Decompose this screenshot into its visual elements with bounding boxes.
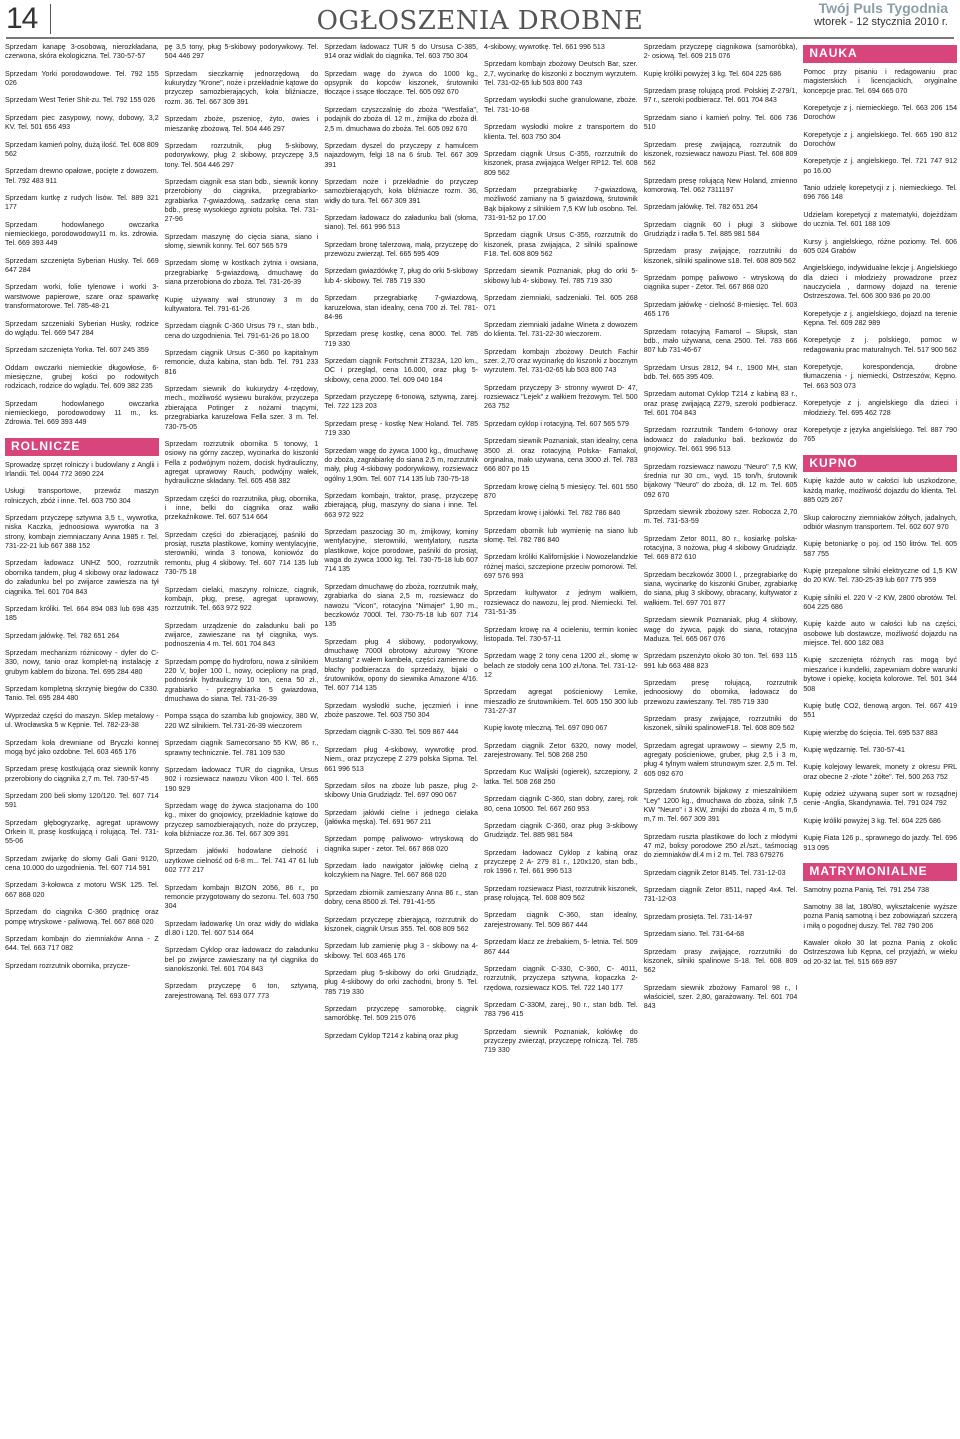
issue-date: wtorek - 12 stycznia 2010 r. [814, 16, 948, 28]
classified-ad: Sprzedam ciągnik esa stan bdb., siewnik konny przerobiony do ciągnika, przegrabiarko-zgrabiarka 7-gwiazdową, sadzarkę cena stan bdb., presę wysokiego zgniotu polska. Tel. 731-27-96 [164, 177, 319, 224]
column-6 [803, 43, 957, 1437]
classified-ad: Sprzedam części do rozrzutnika, pług, obornika, i inne, belki do ciągnika oraz wałki przekaźnikowe. Tel. 607 514 664 [164, 494, 319, 522]
section-header-kupno: KUPNO [803, 455, 957, 473]
classified-ad: Sprzedam worki, folie tylenowe i worki 3-warstwowe papierowe, szare oraz spawarkę transformatorowe. Tel. 785-48-21 [5, 283, 159, 311]
classified-ad: Sprzedam kamień polny, dużą ilość. Tel. 608 809 562 [5, 140, 159, 158]
classified-ad: pę 3,5 tony, pług 5-skibowy podorywkowy. Tel. 504 446 297 [164, 43, 319, 61]
classified-ad: Sprzedam pompę paliwowo- wtryskową do ciągnika super - zetor. Tel. 667 868 020 [324, 835, 479, 853]
classified-ad: Korepetycje z j. angielskiego dla dzieci i młodzieży. Tel. 695 462 728 [803, 399, 958, 417]
classified-ad: Sprowadzę sprzęt rolniczy i budowlany z Anglii i Irlandii. Tel. 0044 772 3690 224 [5, 460, 159, 478]
column-1 [5, 43, 159, 1437]
classified-ad: Sprzedam ładowarkę Un oraz widły do widlaka dl.80 i 120. Tel. 607 514 664 [164, 919, 319, 937]
classified-ad: Kupię każde auto w całości lub na części, osobowe lub dostawcze, możliwość dojazdu na miejsce. Tel. 600 182 083 [803, 620, 958, 648]
page-number: 14 [6, 2, 38, 35]
classified-ad: Sprzedam pszenżyto około 30 ton. Tel. 693 115 991 lub 663 488 823 [643, 652, 798, 670]
classified-ad: Sprzedam ciągnik C-330. Tel. 509 867 444 [324, 728, 459, 737]
classified-ad: Sprzedam wysłodki mokre z transportem do klienta. Tel. 603 750 304 [484, 123, 638, 141]
column-5 [644, 43, 798, 1437]
classified-ad: Sprzedam ziemniaki, sadzeniaki. Tel. 605 268 071 [484, 294, 638, 312]
classified-ad: Sprzedam prasy zwijające, rozrzutniki do kiszonek, silniki spalinowe S-18. Tel. 608 809 562 [643, 947, 798, 975]
classified-ad: Pompa ssąca do szamba lub gnojowicy, 380 W, 220 WZ silnikiem. Tel.731-26-39 wieczorem [164, 712, 319, 730]
classified-ad: Sprzedam wagę do żywca do 1000 kg., opsypnik do kopców kiszonek, śrutowniki tłoczące i ssące tłoczące. Tel. 605 092 670 [324, 69, 479, 97]
classified-ad: Sprzedam przegrabiarkę 7-gwiazdową, karuzelowa, stan idealny, cena 700 zł. Tel. 781-84-96 [324, 294, 479, 321]
classified-ad: Sprzedam ciągnik Ursus C-360 po kapitalnym remoncie, duża kabina, stan bdb. Tel. 791 233 816 [164, 348, 319, 376]
classified-ad: Sprzedam piec zasypowy, nowy, dobowy, 3,2 KV. Tel. 501 656 493 [5, 113, 159, 132]
classified-ad: Sprzedam wagę do żywca stacjonarna do 100 kg., mixer do gnojowicy, przekładnie kątowe do przyczep samozbierających, noże do przyczep, koła bliźniacze roz.36. Tel. 667 309 391 [164, 802, 319, 839]
classified-ad: Udzielam korepetycji z matematyki, dojeżdżam do ucznia. Tel. 601 188 109 [803, 210, 958, 229]
classified-ad: Sprzedam klacz ze źrebakiem, 5- letnia. Tel. 509 867 444 [484, 938, 638, 956]
classified-ad: Kupię Fiata 126 p., sprawnego do jazdy. Tel. 696 913 095 [803, 834, 958, 852]
classified-ad: Sprzedam wysłodki suche granulowane, zboże. Tel. 731-10-68 [484, 96, 638, 114]
classified-ad: Sprzedam dmuchawę do zboża, rozrzutnik mały, zgrabiarka do siana 2,5 m, rozsiewacz do nawozu "Vicon", rotacyjna "Nimajer" 1,90 m., beczkowóz 7000l. Tel. 730-75-18 lub 607 714 135 [324, 582, 479, 629]
classified-ad: Sprzedam kompletną skrzynię biegów do C330. Tanio. Tel. 695 284 480 [5, 685, 159, 703]
classified-ad: Sprzedam rozrzutnik Tandem 6-tonowy oraz ładowacz do załadunku bali. bezkowóz do gnojowicy. Tel. 661 996 513 [643, 426, 798, 454]
classified-ad: Sprzedam pompę do hydroforu, nowa z silnikiem 220 V, bojler 100 l., nowy, ociepliony na prąd, podnośnik hydrauliczny 10 ton, cena 50 zł., zgrabiarko - przegrabiarka 5 gwiazdowa, dmuchawa do siana. Tel. 731-26-39 [164, 657, 319, 704]
section-header-nauka: NAUKA [803, 45, 957, 63]
classified-ad: Sprzedam krowę i jałówki. Tel. 782 786 840 [484, 509, 621, 518]
classified-ad: Sprzedam maszynę do cięcia siana, siano i słomę, siewnik konny. Tel. 607 565 579 [164, 232, 319, 251]
classified-ad: Sprzedam beczkowóz 3000 l. , przegrabiarkę do siana, wycinarkę do kiszonki Gruber, zgrabiarkę do siana, pług 3 skibowy, obracany, kultywator z wałkiem. Tel. 697 701 877 [643, 570, 798, 607]
classified-ad: Sprzedam wysłodki suche, jęczmień i inne zboże paszowe. Tel. 603 750 304 [324, 701, 479, 720]
column-2 [165, 43, 319, 1437]
classified-ad: Sprzedam kanapę 3-osobową, nierozkładana, czerwona, skóra ekologiczna. Tel. 730-57-57 [5, 43, 159, 61]
classified-ad: Sprzedam siewnik Poznaniak, stan idealny, cena 3500 zł. oraz rotacyjną Polska- Famakol, orginalna, mało używana, cena 3000 zł. Tel. 783 666 807 po 15 [484, 437, 638, 474]
classified-ad: Sprzedam kurtkę z rudych lisów. Tel. 889 321 177 [5, 193, 159, 212]
classified-ad: Sprzedam rozsiewacz nawozu "Neuro" 7,5 KW, średnia rur 30 cm., wyd. 15 ton/h, śrutownik bijakowy "Neuro" do zboża, dł. 12 m. Tel. 605 092 670 [643, 462, 798, 499]
header-rule [6, 37, 954, 39]
page-header [0, 0, 960, 40]
classified-ad: Sprzedam gwiazdówkę 7, pług do orki 5-skibowy lub 4- skibowy. Tel. 785 719 330 [324, 267, 479, 285]
classified-ad: Sprzedam przyczepę samorobkę, ciągnik samoróbkę. Tel. 509 215 076 [324, 1005, 479, 1023]
classified-ad: Sprzedam ciągnik Samecorsano 55 KW, 86 r., sprawny technicznie. Tel. 781 109 530 [164, 739, 319, 757]
classified-ad: Sprzedam jałówki hodowlane cielność i uzytkowe cielność od 6-8 m... Tel. 741 47 61 lub 602 777 217 [164, 847, 319, 875]
classified-ad: Sprzedam przyczepę 6 ton, sztywną, zarejestrowaną. Tel. 693 077 773 [164, 982, 319, 1000]
classified-ad: Sprzedam presę kostkującą oraz siewnik konny przerobiony do ciągnika 2,7 m. Tel. 730-57-45 [5, 765, 159, 783]
classified-ad: Sprzedam ciągnik C-360, stan dobry, zarej, rok 80, cena 10500. Tel. 667 260 953 [484, 795, 638, 813]
classified-ad: Kupię kwotę mleczną. Tel. 697 090 067 [484, 724, 608, 733]
classified-ad: Kupię wierzbę do ścięcia. Tel. 695 537 883 [803, 728, 938, 737]
classified-ad: Sprzedam ładowacz UNHZ 500, rozrzutnik obornika tandem, pług 4 skibowy oraz ładowacz do załadunku bel po zwijarce zawiesza na tył ciągnika. Tel. 601 704 843 [5, 559, 159, 596]
classified-ad: Sprzedam obornik lub wymienię na siano lub słomę. Tel. 782 786 840 [484, 526, 638, 545]
classified-ad: Kupię wędzarnię. Tel. 730-57-41 [803, 745, 905, 754]
classified-ad: Sprzedam ciągnik Zetor 8145. Tel. 731-12-03 [643, 868, 786, 877]
classified-ad: Sprzedam kombajn BIZON 2056, 86 r., po remoncie przygotowany do sezonu. Tel. 603 750 304 [164, 883, 319, 911]
classified-ad: Sprzedam rozrzutnik obornika 5 tonowy, 1 osiowy na górny zaczep, wycinarka do kiszonki Fella z podwójnym nożem, docisk hydrauliczny, agregat uprawowy Rauch, podwójny wałek, hydrauliczne składany. Tel. 605 458 382 [164, 439, 319, 486]
classified-ad: Kupię używany wał strunowy 3 m do kultywatora. Tel. 791-61-26 [164, 295, 319, 313]
classified-ad: Sprzedam szczenięta Syberian Husky. Tel. 669 647 284 [5, 256, 159, 275]
classified-ad: Sprzedam pompę paliwowo - wtryskową do ciągnika super - Zetor. Tel. 667 868 020 [643, 274, 798, 292]
classified-ad: Sprzedam głębogryzarkę, agregat uprawowy Orkein II, prasę kostkującą i rolującą. Tel. 731-55-06 [5, 818, 159, 846]
classified-ad: Kupię każde auto w całości lub uszkodzone, każdą markę, możliwość dojazdu do klienta. Tel. 885 025 267 [803, 477, 958, 505]
classified-ad: Sprzedam ciągnik Zetor 8511, napęd 4x4. Tel. 731-12-03 [643, 886, 798, 904]
classified-ad: Samotny poznа Panią. Tel. 791 254 738 [803, 885, 930, 894]
classified-ad: Sprzedam paszociąg 30 m, żmijkowy, kominy wentylacyjne, sterowniki, wentylatory, rusztа plastikowe, kojce porodowe, paśniki do prosiąt, waga do żywca 1000 kg. Tel. 730-75-18 lub 607 714 135 [324, 528, 479, 574]
classified-ad: Korepetycje z j. niemieckiego. Tel. 663 206 154 Dorochów [803, 103, 958, 122]
classified-ad: Kupię kolejowy lewarek, monety z okresu PRL oraz obecne 2 -złote " żółte". Tel. 500 263 752 [803, 763, 958, 781]
classified-ad: Sprzedam kombajn zbożowy Deutch Fachir szer. 2,70 oraz wycinarkę do kiszonki z bocznym wyrzutem. Tel. 731-02-65 lub 503 800 743 [484, 347, 638, 375]
section-header-matrymonialne: MATRYMONIALNE [803, 863, 957, 881]
classified-ad: Sprzedam przegrabiarkę 7-gwiazdową, możliwość zamiany na 5 gwiazdową, śrutownik Bąk bijakowy z silnikiem 7,5 KW lub osobno. Tel. 731-91-52 po 17.00 [484, 185, 638, 223]
classified-ad: Kupię szczenięta różnych ras mogą być mieszańce i kundelki, zapewniam dobre warunki bytowe i opiekę, kocięta kolorowe. Tel. 501 344 508 [803, 656, 958, 693]
classified-ad: Sprzedam rozrzutnik obornika, przycze- [5, 961, 130, 970]
classified-ad: Sprzedam szczeniaki Syberian Husky, rodzice do wglądu. Tel. 669 547 284 [5, 319, 159, 337]
column-3 [324, 43, 478, 1437]
classified-ad: Sprzedam części do zbieracjącej, paśniki do prosiąt, rusztа plastikowe, kominy wentylacyjne, sterowniki, winda 3 tonowa, koniowóz do remontu, pług 4 skibowy. Tel. 607 714 135 lub 730-75 18 [164, 530, 319, 577]
classified-ad: Sprzedam pług 5-skibowy do orki Grudziądz, pług 4-skibowy do orki zachodni, brony 5. Tel. 785 719 330 [324, 968, 479, 996]
classified-ad: Wyprzedaż części do maszyn. Sklep metalowy - ul. Wrocławska 5 w Kępnie. Tel. 782-23-38 [5, 711, 159, 730]
classified-ad: Sprzedam 3-kołowca z motoru WSK 125. Tel. 667 868 020 [5, 881, 159, 899]
classified-ad: Sprzedam sieczkarnię jednorzędową do kukurydzy "Krone", noże i przekładnie kątowe do przyczep samozbierających, koła bliźniacze, rozm. 36. Tel. 667 309 391 [164, 69, 319, 106]
classified-ad: Kupię butlę CO2, tlenową argon. Tel. 667 419 551 [803, 701, 958, 720]
classified-ad: Kupię króliki powyżej 3 kg. Tel. 604 225 686 [803, 816, 941, 825]
classified-ad: Sprzedam drewno opałowe, pocięte z dowozem. Tel. 792 483 911 [5, 167, 159, 185]
classified-ad: Usługi transportowe, przewóz maszyn rolniczych, zbóż i inne. Tel. 603 750 304 [5, 487, 159, 505]
classified-ad: Sprzedam siewnik zbożowy szer. Robocza 2,70 m. Tel. 731-53-59 [643, 507, 798, 526]
classified-ad: Sprzedam wagę 2 tony cena 1200 zł., słomę w belach ze stodoły cena 100 zł./tona. Tel. 731-12-12 [484, 652, 638, 679]
classified-ad: Sprzedam przyczepę ciągnikowa (samoróbka), 2- osiową. Tel. 609 215 076 [643, 43, 798, 61]
classified-ad: Sprzedam przyczepę sztywna 3,5 t., wywrotka, niska Kaczka, jednoosiowa wywrotka na 3 strony, kombajn ziemniaczany Anna 1985 r. Tel. 731-22-21 lub 667 388 152 [5, 514, 159, 551]
classified-ad: Sprzedam koła drewniane od Bryczki konnej mogą być jako ozdobne. Tel. 603 465 176 [5, 738, 159, 756]
classified-ad: Sprzedam łado nawigator jałówkę cielną z kolczykiem na Nagre. Tel. 667 868 020 [324, 862, 479, 880]
classified-ad: Skup całoroczny ziemniaków żółtych, jadalnych, odbiór własnym transportem. Tel. 602 607 970 [803, 513, 958, 531]
classified-ad: Sprzedam prasę rolującą prod. Polskiej Z-279/1, 97 r., szeroki podbieracz. Tel. 601 704 843 [643, 87, 798, 105]
classified-ad: Sprzedam Cyklop oraz ładowacz do załadunku bel po zwijarce zawieszany na tył ciągnika do sianokiszonki. Tel. 601 704 843 [164, 946, 319, 974]
classified-ad: Korepetycje z j. polskiego, pomoc w redagowaniu prac maturalnych. Tel. 517 900 562 [803, 336, 958, 354]
newspaper-name: Twój Puls Tygodnia [818, 0, 948, 16]
classified-ad: Sprzedam hodowlanego owczarka niemieckiego, porodowodowy 11 m., ks. Zdrowia. Tel. 669 393 449 [5, 399, 159, 427]
classified-ad: Sprzedam siano i kamień polny. Tel. 606 736 510 [643, 113, 798, 132]
classified-ad: Sprzedam presę kostkę, cena 8000. Tel. 785 719 330 [324, 330, 479, 348]
classified-ad: Sprzedam presę zwijającą, rozrzutnik do kiszonek, rozsiewacz nawozu Piast. Tel. 608 809 562 [643, 140, 798, 168]
classified-ad: Sprzedam prasy zwijające, rozrzutniki do kiszonek, silniki spalinowe s18. Tel. 608 809 562 [643, 247, 798, 265]
section-header-rolnicze: ROLNICZE [5, 438, 159, 456]
classified-ad: Sprzedam West Terier Shit-zu. Tel. 792 155 026 [5, 96, 156, 105]
classified-ad: 4-skibowy, wywrotkę. Tel. 661 996 513 [484, 43, 605, 51]
classified-ad: Sprzedam zbiornik zamieszany Anna 86 r., stan dobry, cena 8500 zł. Tel. 791-41-55 [324, 888, 479, 907]
classified-ad: Korepetycje z języka angielskiego. Tel. 887 790 765 [803, 425, 958, 444]
classified-ad: Sprzedam prosięta. Tel. 731-14-97 [643, 912, 753, 921]
classified-ad: Sprzedam presę rolującą, rozrzutnik jednoosiowy do obornika, ładowacz do przewozu zawieszany. Tel. 785 719 330 [643, 678, 798, 706]
classified-ad: Sprzedam siewnik do kukurydzy 4-rzędowy, mech., możliwość wysiewu buraków, przyczepa zbierająca Potinger z nożami tnącymi, przegrabiarka karuzelowa Fella szer. 3 m. Tel. 730-75-05 [164, 385, 319, 431]
classified-ad: Sprzedam hodowlanego owczarka niemieckiego, porodowodowy11 m. ks. zdrowia. Tel. 669 393 449 [5, 220, 159, 248]
classified-ad: Kupię odzież używaną super sort w rozsądnej cenie -Anglia, Skandynawia. Tel. 791 024 792 [803, 790, 958, 808]
classified-ad: Sprzedam mechanizm różnicowy - dyfer do C-330, nowy, tanio oraz komplet-ną instalację z grubym kablem do bizona. Tel. 695 284 480 [5, 649, 159, 676]
classified-ad: Sprzedam Kuc Walijski (ogierek), szczepiony, 2 latka. Tel. 508 268 250 [484, 768, 638, 786]
classified-ad: Sprzedam ciągnik C-360, oraz pług 3-skibowy Grudziądz. Tel. 885 981 584 [484, 821, 638, 840]
classified-ad: Kupię silniki el. 220 V -2 KW, 2800 obrotów. Tel. 604 225 686 [803, 593, 958, 612]
classified-ad: Sprzedam siewnik zbożowy Famarol 98 r., I właściciel, szer. 2,80, garażowany. Tel. 601 704 843 [643, 983, 798, 1011]
classified-ad: Sprzedam jałówkę. Tel. 782 651 264 [5, 631, 120, 640]
classified-ad: Angielskiego, indywidualne lekcje j. Angielskiego dla dzieci i młodzieży prowadzone przez nauczyciela , darmowy dojazd na terenie Ostrzeszowa. Tel. 606 300 936 po 20.00 [803, 264, 958, 301]
classified-ad: Sprzedam króliki Kalifornijskie i Nowozelandzkie różnej maści, szczepione przeciw pomorowi. Tel. 697 576 993 [484, 553, 638, 581]
classified-ad: Sprzedam Yorki porodowodowe. Tel. 792 155 026 [5, 69, 159, 88]
classified-ad: Sprzedam pług 4 skibowy, podorywkowy, dmuchawę 7000l obrotowy ażurowy "Krone Mustang" z wałem kambeła, części zamienne do błachy podbieracza do sprzedaży, bijaki o śrutowników, opony do siewnika Amazone 4/16. Tel. 607 714 135 [324, 637, 479, 693]
classified-ad: Sprzedam ciągnik C-360 Ursus 79 r., stan bdb., cena do uzgodnienia. Tel. 791-61-26 po 18.00 [164, 322, 319, 340]
classified-ad: Sprzedam do ciągnika C-360 prądnicę oraz pompę wtryskowe - paliwową. Tel. 667 868 020 [5, 908, 159, 926]
classified-ad: Kawaler około 30 lat pozna Panią z okolic Ostrzeszowa lub Kępna, cel przyjaźń, w wieku od 20-32 lat. Tel. 515 669 897 [803, 939, 958, 966]
classified-ad: Samotny 38 lat, 180/80, wykształcenie wyższe pozna Panią samotną i bez zobowiązań szczerą i miłą o pogodnej duszy. Tel. 782 790 206 [803, 903, 958, 930]
classified-ad: Korepetycje z j. angielskiego. Tel. 721 747 912 po 16.00 [803, 157, 958, 175]
classified-ad: Sprzedam jałówki cielne i jednego cielaka (jałówka męska). Tel. 691 967 211 [324, 808, 479, 826]
classified-ad: Sprzedam automat Cyklop T214 z kabiną 83 r., oraz prasę zwijającą Z279, szeroki podbieracz. Tel. 601 704 843 [643, 390, 798, 418]
classified-ad: Sprzedam siano. Tel. 731-64-68 [643, 930, 745, 939]
classified-ad: Sprzedam przyczepę 6-tonową, sztywną, zarej. Tel. 722 123 203 [324, 393, 479, 411]
classified-ad: Sprzedam krowę na 4 ocieleniu, termin koniec listopada. Tel. 730-57-11 [484, 625, 638, 643]
classified-ad: Sprzedam 200 beli słomy 120/120. Tel. 607 714 591 [5, 791, 159, 810]
classified-ad: Sprzedam szczenięta Yorka. Tel. 607 245 359 [5, 346, 149, 355]
classified-ad: Sprzedam pług 4-skibowy, wywrotkę prod. Niem., oraz przyczepę Z 279 polska Sipma. Tel. 661 996 513 [324, 745, 479, 773]
classified-ad: Sprzedam Zetor 8011, 80 r., kosiarkę polska- rotacyjna, 3 nożowa, pług 4 skibowy Grudziądz. Tel. 669 872 610 [643, 534, 798, 562]
classified-ad: Sprzedam zboże, pszenicę, żyto, owies i mieszankę zbożową. Tel. 504 446 297 [164, 115, 319, 133]
classified-ad: Sprzedam silos na zboże lub pasze, pług 2-skibowy Unia Grudziądz. Tel. 697 090 067 [324, 781, 479, 800]
classified-ad: Sprzedam rozsiewacz Piast, rozrzutnik kiszonek, prasę rolującą. Tel. 608 809 562 [484, 884, 638, 903]
classified-ad: Sprzedam Cyklop T214 z kabiną oraz pług [324, 1031, 458, 1040]
classified-ad: Sprzedam cyklop i rotacyjną. Tel. 607 565 579 [484, 419, 629, 428]
classified-ad: Korepetycje, korespondencja, drobne tłumaczenia - j. niemiecki, Ostrzeszów, Kępno. Tel. 663 503 073 [803, 363, 958, 390]
classified-ad: Sprzedam noże i przekładnie do przyczep samozbierających, koła bliźniacze rozm. 36, widły do tura. Tel. 667 309 391 [324, 177, 479, 205]
page-title: OGŁOSZENIA DROBNE [316, 6, 644, 36]
classified-ad: Sprzedam zwijarkę do słomy Gali Gani 9120, cena 10.000 do uzgodnienia. Tel. 607 714 591 [5, 854, 159, 873]
classified-ad: Sprzedam ładowacz TUR 5 do Ursusa C-385, 914 oraz widlak do ciągnika. Tel. 603 750 304 [324, 43, 479, 61]
classified-ad: Sprzedam śrutownik bijakowy z mieszalnikiem "Ley" 1200 kg., dmuchawa do zboża, silnik 7,5 KW "Neuro" i 3 KW, żmijki do zboża 4 m, 5 m,6 m,7 m. Tel. 667 309 391 [643, 787, 798, 824]
classified-ad: Sprzedam kombajn zbożowy Deutsch Bar, szer. 2,7, wycinarkę do kiszonki z bocznym wyrzutem. Tel. 731-02-65 lub 503 800 743 [484, 60, 638, 88]
classified-ad: Sprzedam przyczepy 3- stronny wywrot D- 47, rozsiewacz "Lejek" z wałkiem freżowym. Tel. 500 263 752 [484, 383, 638, 411]
classified-ad: Sprzedam przyczepę zbierającą, rozrzutnik do kiszonek, ciągnik Ursus 355. Tel. 608 809 562 [324, 915, 479, 933]
classified-ad: Sprzedam kombajn, traktor, prasę, przyczepę zbierającą, pług, maszyny do siana i inne. Tel. 663 972 922 [324, 491, 479, 519]
classified-ad: Sprzedam ciągnik C-360, stan idealny, zarejestrowany. Tel. 509 867 444 [484, 911, 638, 929]
classified-ad: Pomoc przy pisaniu i redagowaniu prac magisterskich i licencjackich, oryginalne koncepcje prac. Tel. 694 665 070 [803, 67, 958, 95]
classified-ad: Sprzedam ładowacz Cyklop z kabiną oraz przyczepę 2 A- 279 81 r., 120x120, stan bdb., rok 1996 r. Tel. 661 996 513 [484, 848, 638, 876]
classified-ad: Sprzedam czyszczalnię do zboża "Westfalia", podajnik do zboża dł. 12 m., żmijka do zboża dł. 2,5 m. dmuchawa do zboża. Tel. 605 092 670 [324, 105, 479, 133]
classified-ad: Tanio udzielę korepetycji z j. niemieckiego. Tel. 696 766 148 [803, 184, 958, 202]
classified-ad: Sprzedam siewnik Poznaniak, pług do orki 5-skibowy lub 4- skibowy. Tel. 785 719 330 [484, 267, 638, 285]
classified-ad: Kursy j. angielskiego, różne poziomy. Tel. 606 605 024 Grabów [803, 237, 958, 255]
classified-ad: Sprzedam lub zamienię pług 3 - skibowy na 4-skibowy. Tel. 603 465 176 [324, 942, 479, 960]
classified-ad: Sprzedam rozrzutnik, pług 5-skibowy, podorywkowy, pług 2 skibowy, przyczepę 3,5 tony. Tel. 504 446 297 [164, 141, 319, 169]
classified-ad: Sprzedam kultywator z jednym wałkiem, rozsiewacz do nawozu, lej prod. Niemiecki. Tel. 731-51-35 [484, 589, 638, 617]
classified-ad: Sprzedam presę rolującą New Holand, zmienno komorową. Tel. 062 7311197 [643, 176, 798, 194]
classified-ad: Sprzedam wagę do żywca 1000 kg., dmuchawę do zboża, zagrabiarkę do siana 2,5 m, rozrzutnik mały, pług 4-skibowy podorywkowy, rozsiewacz ogólny 1,90m. Tel. 607 714 135 lub 730-75-18 [324, 446, 479, 483]
classified-ad: Sprzedam ciągnik C-330, C-360, C- 4011, rozrzutnik, przyczepa sztywna, kopaczka 2-rzędowa, rozsiewacz KOS. Tel. 722 140 177 [484, 964, 638, 992]
classified-ad: Sprzedam jałówkę - cielność 8-miesięc. Tel. 603 465 176 [643, 300, 798, 319]
classified-ad: Sprzedam C-330M, zarej., 90 r., stan bdb. Tel. 783 796 415 [484, 1000, 638, 1019]
classified-ad: Sprzedam ziemniaki jadalne Wineta z dowozem do klienta. Tel. 731-22-30 wieczorem. [484, 320, 638, 339]
classified-ad: Sprzedam siewnik Poznaniak, kołówkę do przyczepy zwierząt, przyczepę rolniczą. Tel. 785 719 330 [484, 1027, 638, 1055]
classified-ad: Sprzedam jałówkę. Tel. 782 651 264 [643, 203, 758, 212]
classified-ad: Sprzedam kombajn do ziemniaków Anna - Z 644. Tel. 663 717 082 [5, 934, 159, 953]
ads-columns [5, 43, 957, 1437]
classified-ad: Sprzedam cielaki, maszyny rolnicze, ciągnik, kombajn, pług, presę, agregat uprawowy, rozrzutnik. Tel. 663 972 922 [164, 585, 319, 613]
classified-ad: Kupię króliki powyżej 3 kg. Tel. 604 225 686 [643, 69, 782, 78]
classified-ad: Sprzedam agregat pościeniowy Lemke, mieszadło ze śrutownikiem. Tel. 605 150 300 lub 731-27-37 [484, 688, 638, 716]
classified-ad: Sprzedam ładowacz do załadunku bali (słoma, siano). Tel. 661 996 513 [324, 214, 479, 232]
classified-ad: Sprzedam agregat uprawowy – siewny 2,5 m, agregaty pościeniowe, gruber, pług 2,5 i 3 m, pług 4 tylnym wałem strunowym szer. 2,5 m. Tel. 605 092 670 [643, 741, 798, 778]
classified-ad: Sprzedam bronę talerzową, małą, przyczepę do przewozu zwierząt. Tel. 665 595 409 [324, 240, 479, 259]
classified-ad: Sprzedam słomę w kostkach żytnia i owsiana, przegrabiarkę 5-gwiazdową, dmuchawę do siana przerobiona do zbożа. Tel. 731-26-39 [164, 259, 319, 287]
classified-ad: Sprzedam króliki. Tel. 664 894 083 lub 698 435 185 [5, 604, 159, 623]
classified-ad: Korepetycje z j. angielskiego, dojazd na terenie Kępna. Tel. 609 282 989 [803, 309, 958, 328]
column-4 [484, 43, 638, 1437]
classified-ad: Oddam owczarki niemieckie długowłose, 6-miesięczne, grubej kości po rodowitych rodzicach, rodzice do wglądu. Tel. 609 382 235 [5, 363, 159, 391]
classified-ad: Kupię betoniarkę o poj. od 150 litrów. Tel. 605 587 755 [803, 540, 958, 558]
classified-ad: Sprzedam urządzenie do załadunku bali po zwijarce, zawieszane na tył ciągnika, wys. podnoszenia 4 m. Tel. 601 704 843 [164, 621, 319, 649]
classified-ad: Sprzedam ciągnik Ursus C-355, rozrzutnik do kiszonek, prasa zwijająca, 2 silniki spalinowe F18. Tel. 608 809 562 [484, 231, 638, 259]
classified-ad: Sprzedam ciągnik Ursus C-355, rozrzutnik do kiszonek, prasa zwijająca Welger RP12. Tel. 608 809 562 [484, 149, 638, 177]
classified-ad: Sprzedam ciągnik 60 i pługi 3 skibowe Grudziądz i radła 5. Tel. 885 981 584 [643, 220, 798, 239]
classified-ad: Sprzedam krowę cielną 5 miesięcy. Tel. 601 550 870 [484, 482, 638, 500]
classified-ad: Sprzedam dyszel do przyczepy z hamulcem najazdowym, felgi 18 na 6 śrub. Tel. 667 309 391 [324, 141, 479, 169]
classified-ad: Sprzedam ruszta plastikowe do loch z młodymi 47 m2, boksy porodowe 250 zł./szt., taśmociąg do ziemniaków dł.4 m i 2 m. Tel. 783 679276 [643, 832, 798, 860]
classified-ad: Sprzedam ładowacz TUR do ciągnika, Ursus 902 i rozsiewacz nawozu Vikon 400 l. Tel. 665 190 929 [164, 765, 319, 793]
classified-ad: Sprzedam Ursus 2812, 94 r., 1900 MH, stan bdb. Tel. 665 395 409. [643, 363, 798, 381]
classified-ad: Sprzedam siewnik Poznaniak, pług 4 skibowy, wagę do żywca, pająk do siana, rotacyjna Maduza. Tel. 665 067 076 [643, 616, 798, 643]
classified-ad: Korepetycje z j. angielskiego. Tel. 665 190 812 Dorochów [803, 130, 958, 148]
classified-ad: Sprzedam ciągnik Zetor 6320, nowy model, zarejestrowany. Tel. 508 268 250 [484, 741, 638, 760]
classified-ad: Sprzedam presę - kostkę New Holand. Tel. 785 719 330 [324, 419, 479, 438]
classified-ad: Sprzedam ciągnik Fortschmit ZT323A, 120 km., OC i przegląd, cena 16.000, oraz pług 5-skibowy, cena 2000. Tel. 609 040 184 [324, 356, 479, 384]
classified-ad: Sprzedam rotacyjną Famarol – Słupsk, stan bdb., mało używana, cena 2500. Tel. 783 666 807 lub 731-46-67 [643, 327, 798, 355]
classified-ad: Sprzedam prasy zwijające, rozrzutniki do kiszonek, silniki spalinoweF18. Tel. 608 809 562 [643, 715, 798, 733]
classified-ad: Kupię przepalone silniki elektryczne od 1,5 KW do 20 KW. Tel. 730-25-39 lub 607 775 959 [803, 566, 958, 585]
